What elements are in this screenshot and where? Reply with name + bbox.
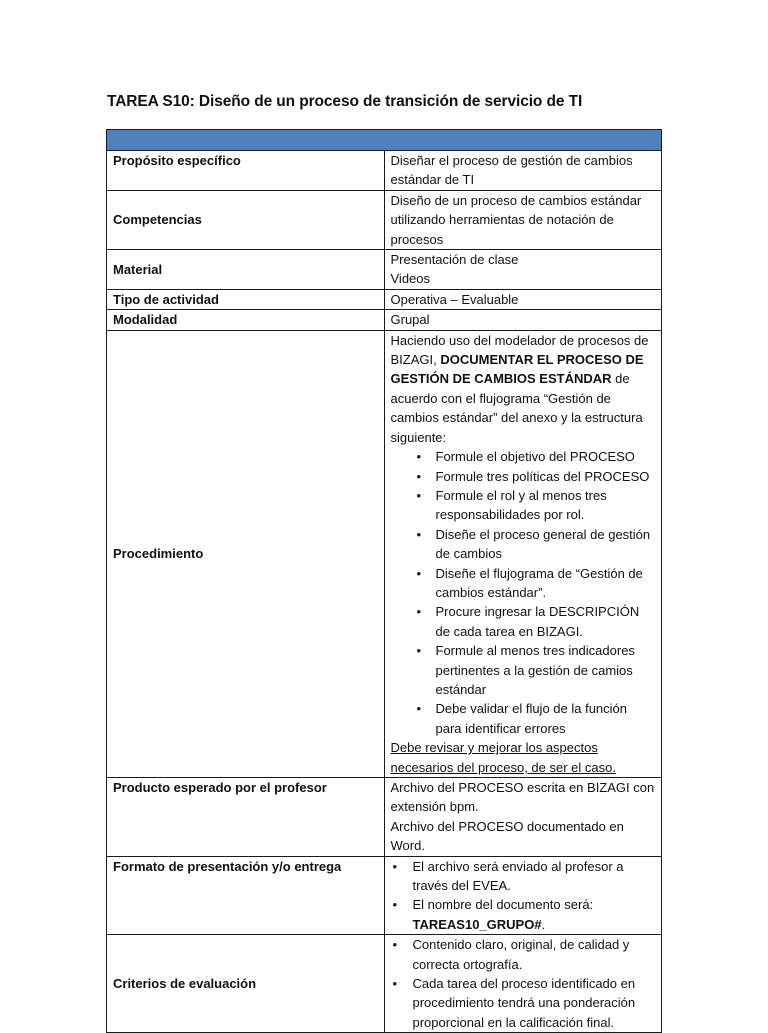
producto-line: Archivo del PROCESO documentado en Word. [390,818,624,854]
label-procedimiento: Procedimiento [107,330,385,777]
label-modalidad: Modalidad [107,310,385,330]
table-header-row [107,130,662,151]
value-criterios [384,935,662,1033]
list-item: • Formule al menos tres indicadores pertinentes a la gestión de camios estándar [391,641,656,699]
row-competencias [107,190,662,249]
list-item: • Diseñe el proceso general de gestión de cambios [391,525,656,564]
criterios-bullets [391,935,656,1032]
material-line: Presentación de clase [390,252,519,268]
task-table [106,129,662,1033]
value-modalidad: Grupal [384,310,662,330]
list-item: • Cada tarea del proceso identificado en procedimiento tendrá una ponderación proporcional en la calificación final. [391,974,656,1032]
intro-bold-text: DOCUMENTAR EL PROCESO DE GESTIÓN DE CAMBIOS ESTÁNDAR [390,352,644,387]
label-formato: Formato de presentación y/o entrega [107,856,385,935]
table-header-band [107,130,662,151]
label-tipo: Tipo de actividad [107,289,385,309]
value-formato [384,856,662,935]
intro-text: Haciendo uso del modelador de procesos de BIZAGI, [390,332,649,368]
value-producto [384,778,662,857]
row-tipo [107,289,662,309]
procedimiento-bullets [391,447,656,738]
formato-bullets [391,857,656,935]
row-formato [107,856,662,935]
formato-text-post: . [541,916,546,932]
procedimiento-closing: Debe revisar y mejorar los aspectos necesarios del proceso, de ser el caso. [390,740,616,775]
value-proposito: Diseñar el proceso de gestión de cambios estándar de TI [384,151,662,191]
document-title: TAREA S10: Diseño de un proceso de transición de servicio de TI [107,93,583,110]
row-procedimiento [107,330,662,777]
list-item: • Procure ingresar la DESCRIPCIÓN de cada tarea en BIZAGI. [391,602,656,641]
list-item [391,895,656,934]
label-material: Material [107,250,385,290]
value-tipo: Operativa – Evaluable [384,289,662,309]
list-item: • Debe validar el flujo de la función para identificar errores [391,699,656,738]
list-item: • El archivo será enviado al profesor a través del EVEA. [391,857,656,896]
row-material [107,250,662,290]
value-procedimiento [384,330,662,777]
label-competencias: Competencias [107,190,385,249]
list-item: • Formule el rol y al menos tres responsabilidades por rol. [391,486,656,525]
label-proposito: Propósito específico [107,151,385,191]
formato-text: El nombre del documento será: [412,897,594,913]
row-criterios [107,935,662,1033]
label-criterios: Criterios de evaluación [107,935,385,1033]
intro-text-post: de acuerdo con el flujograma “Gestión de cambios estándar” del anexo y la estructura siguiente: [390,371,643,445]
material-line: Videos [390,271,431,287]
row-producto [107,778,662,857]
procedimiento-intro [391,331,656,447]
list-item: • Formule el objetivo del PROCESO [391,447,656,466]
row-proposito [107,151,662,191]
producto-line: Archivo del PROCESO escrita en BIZAGI con extensión bpm. [390,780,655,815]
label-producto: Producto esperado por el profesor [107,778,385,857]
value-competencias: Diseño de un proceso de cambios estándar utilizando herramientas de notación de procesos [384,190,662,249]
list-item: • Contenido claro, original, de calidad y correcta ortografía. [391,935,656,974]
value-material [384,250,662,290]
row-modalidad [107,310,662,330]
list-item: • Formule tres políticas del PROCESO [391,467,656,486]
document-name-bold: TAREAS10_GRUPO# [412,916,542,932]
list-item: • Diseñe el flujograma de “Gestión de cambios estándar”. [391,564,656,603]
